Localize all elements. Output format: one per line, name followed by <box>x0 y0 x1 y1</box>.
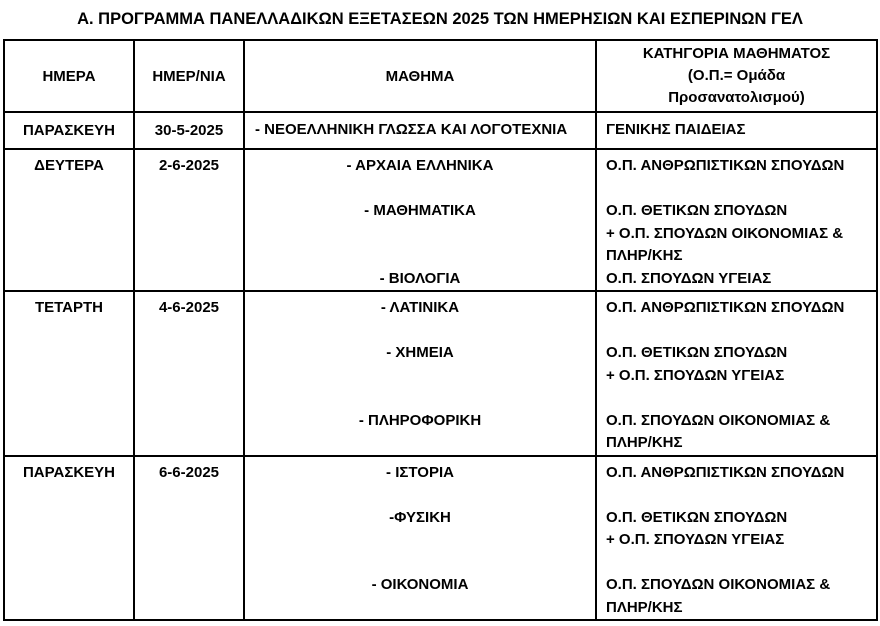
column-header-subject: ΜΑΘΗΜΑ <box>244 40 596 112</box>
date-cell <box>134 149 244 291</box>
subject-line <box>245 365 595 388</box>
column-header-day: ΗΜΕΡΑ <box>4 40 134 112</box>
day-cell <box>4 456 134 621</box>
category-line: Ο.Π. ΣΠΟΥΔΩΝ ΟΙΚΟΝΟΜΙΑΣ & <box>606 411 831 429</box>
column-header-category-line: (Ο.Π.= Ομάδα <box>687 67 786 84</box>
subject-cell <box>244 149 596 291</box>
column-header-category-line: Προσανατολισμού) <box>668 89 805 106</box>
exam-schedule-table <box>3 39 878 621</box>
category-lines <box>597 150 876 290</box>
category-cell <box>596 149 877 291</box>
subject-lines <box>245 292 595 455</box>
column-header-category-lines <box>597 43 876 109</box>
subject-line: - ΠΛΗΡΟΦΟΡΙΚΗ <box>358 411 482 429</box>
subject-line: - ΝΕΟΕΛΛΗΝΙΚΗ ΓΛΩΣΣΑ ΚΑΙ ΛΟΓΟΤΕΧΝΙΑ <box>255 121 568 139</box>
category-lines <box>597 119 876 142</box>
page-title: Α. ΠΡΟΓΡΑΜΜΑ ΠΑΝΕΛΛΑΔΙΚΩΝ ΕΞΕΤΑΣΕΩΝ 2025 ΤΩΝ ΗΜΕΡΗΣΙΩΝ ΚΑΙ ΕΣΠΕΡΙΝΩΝ ΓΕΛ <box>77 10 803 28</box>
category-line <box>606 552 874 575</box>
subject-line: -ΦΥΣΙΚΗ <box>389 508 451 526</box>
subject-lines <box>245 457 595 620</box>
category-cell <box>596 456 877 621</box>
category-line <box>606 484 874 507</box>
date-label: 2-6-2025 <box>158 157 220 174</box>
category-lines <box>597 292 876 455</box>
date-cell <box>134 291 244 456</box>
subject-line: - ΑΡΧΑΙΑ ΕΛΛΗΝΙΚΑ <box>346 157 494 174</box>
subject-line <box>245 320 595 343</box>
date-cell: 30-5-2025 <box>134 112 244 149</box>
subject-line: - ΒΙΟΛΟΓΙΑ <box>379 269 461 287</box>
table-row <box>4 112 877 149</box>
day-cell <box>4 149 134 291</box>
table-row <box>4 149 877 291</box>
subject-line: - ΛΑΤΙΝΙΚΑ <box>380 299 460 316</box>
category-line <box>606 320 874 343</box>
subject-line: - ΜΑΘΗΜΑΤΙΚΑ <box>364 202 476 219</box>
day-cell: ΠΑΡΑΣΚΕΥΗ <box>4 112 134 149</box>
table-row <box>4 456 877 621</box>
category-line: Ο.Π. ΘΕΤΙΚΩΝ ΣΠΟΥΔΩΝ <box>606 202 788 219</box>
column-header-category <box>596 40 877 112</box>
subject-line <box>245 223 595 246</box>
column-header-date: ΗΜΕΡ/ΝΙΑ <box>134 40 244 112</box>
subject-lines <box>245 150 595 290</box>
category-line: + Ο.Π. ΣΠΟΥΔΩΝ ΥΓΕΙΑΣ <box>606 531 785 548</box>
day-cell <box>4 291 134 456</box>
category-line: ΠΛΗΡ/ΚΗΣ <box>606 247 683 264</box>
day-label: ΤΕΤΑΡΤΗ <box>34 299 104 316</box>
column-header-category-line: ΚΑΤΗΓΟΡΙΑ ΜΑΘΗΜΑΤΟΣ <box>642 45 831 62</box>
subject-line <box>245 597 595 620</box>
category-line: ΓΕΝΙΚΗΣ ΠΑΙΔΕΙΑΣ <box>606 121 746 139</box>
subject-lines <box>245 119 595 142</box>
category-lines <box>597 457 876 620</box>
category-line: ΠΛΗΡ/ΚΗΣ <box>606 598 683 616</box>
day-label: ΔΕΥΤΕΡΑ <box>34 157 104 174</box>
subject-cell <box>244 456 596 621</box>
date-label: 4-6-2025 <box>158 299 220 316</box>
category-line: Ο.Π. ΘΕΤΙΚΩΝ ΣΠΟΥΔΩΝ <box>606 508 788 526</box>
category-line <box>606 178 874 201</box>
subject-line <box>245 484 595 507</box>
category-line: Ο.Π. ΘΕΤΙΚΩΝ ΣΠΟΥΔΩΝ <box>606 344 788 361</box>
category-line: Ο.Π. ΑΝΘΡΩΠΙΣΤΙΚΩΝ ΣΠΟΥΔΩΝ <box>606 463 845 481</box>
subject-line <box>245 432 595 455</box>
category-line: ΠΛΗΡ/ΚΗΣ <box>606 434 683 451</box>
category-cell <box>596 112 877 149</box>
category-line: Ο.Π. ΣΠΟΥΔΩΝ ΟΙΚΟΝΟΜΙΑΣ & <box>606 576 831 593</box>
date-label: 6-6-2025 <box>158 463 220 481</box>
day-label: ΠΑΡΑΣΚΕΥΗ <box>22 463 116 481</box>
category-line: + Ο.Π. ΣΠΟΥΔΩΝ ΥΓΕΙΑΣ <box>606 366 785 384</box>
category-line: Ο.Π. ΑΝΘΡΩΠΙΣΤΙΚΩΝ ΣΠΟΥΔΩΝ <box>606 299 845 316</box>
subject-line <box>245 387 595 410</box>
category-line: Ο.Π. ΑΝΘΡΩΠΙΣΤΙΚΩΝ ΣΠΟΥΔΩΝ <box>606 157 845 174</box>
subject-line <box>245 529 595 552</box>
subject-cell <box>244 291 596 456</box>
subject-cell <box>244 112 596 149</box>
category-line: Ο.Π. ΣΠΟΥΔΩΝ ΥΓΕΙΑΣ <box>606 269 772 287</box>
table-row <box>4 291 877 456</box>
subject-line: - ΟΙΚΟΝΟΜΙΑ <box>371 576 469 593</box>
subject-line <box>245 245 595 268</box>
subject-line: - ΙΣΤΟΡΙΑ <box>386 463 454 481</box>
subject-line <box>245 552 595 575</box>
subject-line <box>245 178 595 201</box>
date-cell <box>134 456 244 621</box>
category-cell <box>596 291 877 456</box>
category-line: + Ο.Π. ΣΠΟΥΔΩΝ ΟΙΚΟΝΟΜΙΑΣ & <box>606 224 844 242</box>
category-line <box>606 387 874 410</box>
table-header-row <box>4 40 877 112</box>
subject-line: - ΧΗΜΕΙΑ <box>386 344 454 361</box>
